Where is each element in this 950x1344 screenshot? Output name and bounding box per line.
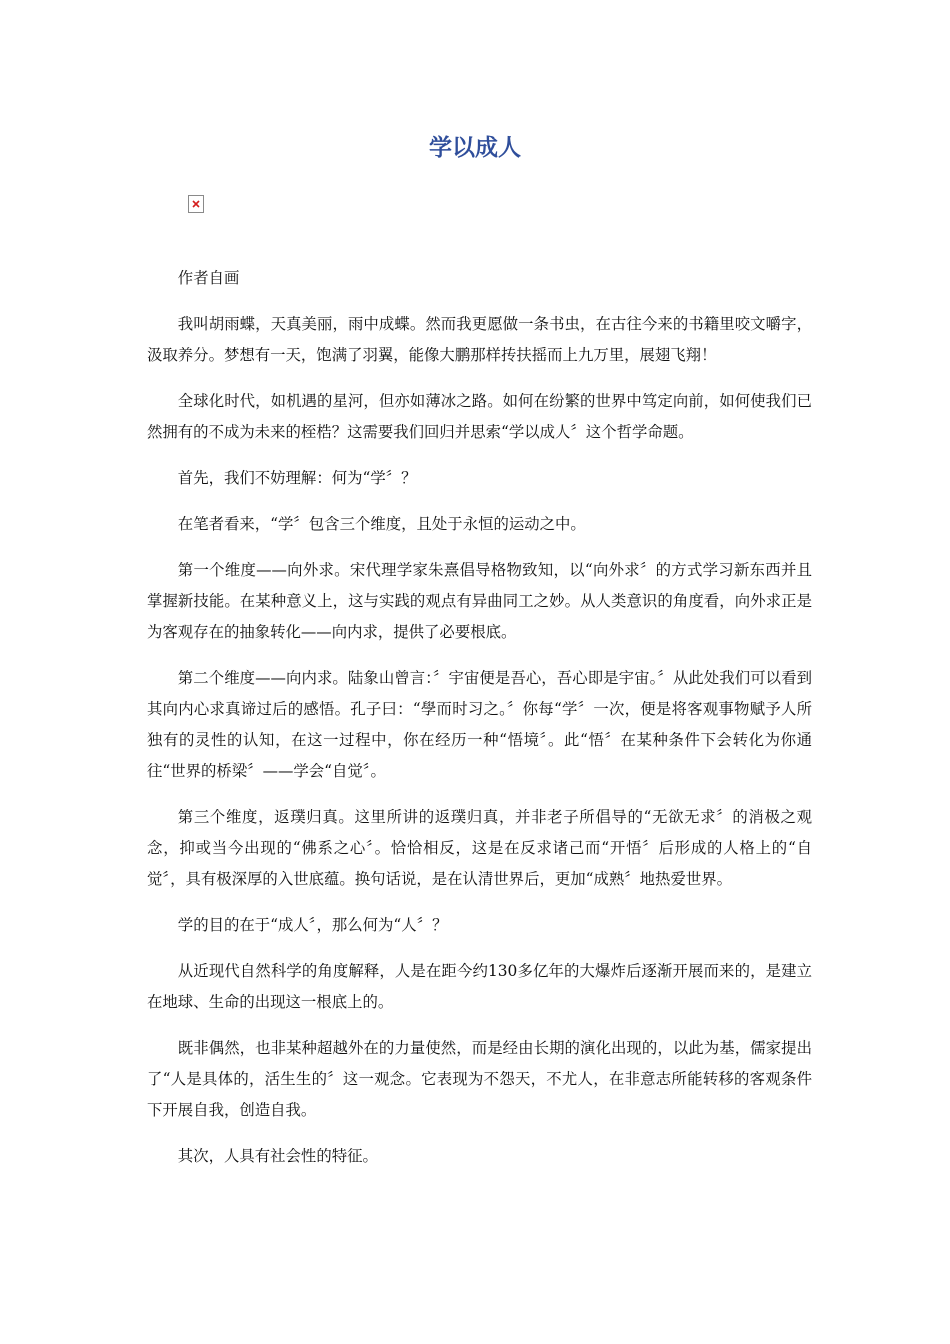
paragraph: 第二个维度——向内求。陆象山曾言：〞宇宙便是吾心，吾心即是宇宙。〞从此处我们可以看到其向内心求真谛过后的感悟。孔子曰：“學而时习之。〞你每“学〞一次，便是将客观事物赋予人所独有的灵性的认知，在这一过程中，你在经历一种“悟境〞。此“悟〞在某种条件下会转化为你通往“世界的桥梁〞——学会“自觉〞。 xyxy=(147,669,812,780)
paragraph: 第三个维度，返璞归真。这里所讲的返璞归真，并非老子所倡导的“无欲无求〞的消极之观念，抑或当今出现的“佛系之心〞。恰恰相反，这是在反求诸己而“开悟〞后形成的人格上的“自觉〞，具有极深厚的入世底蕴。换句话说，是在认清世界后，更加“成熟〞地热爱世界。 xyxy=(147,808,812,888)
paragraph: 从近现代自然科学的角度解释，人是在距今约130多亿年的大爆炸后逐渐开展而来的，是建立在地球、生命的出现这一根底上的。 xyxy=(147,962,812,1011)
paragraph: 在笔者看来，“学〞包含三个维度，且处于永恒的运动之中。 xyxy=(177,515,586,533)
paragraph: 其次，人具有社会性的特征。 xyxy=(177,1147,378,1165)
paragraph: 全球化时代，如机遇的星河，但亦如薄冰之路。如何在纷繁的世界中笃定向前，如何使我们已然拥有的不成为未来的桎梏？这需要我们回归并思索“学以成人〞这个哲学命题。 xyxy=(147,392,812,441)
paragraph: 既非偶然，也非某种超越外在的力量使然，而是经由长期的演化出现的，以此为基，儒家提出了“人是具体的，活生生的〞这一观念。它表现为不怨天，不尤人，在非意志所能转移的客观条件下开展自我，创造自我。 xyxy=(147,1039,812,1119)
paragraph: 学的目的在于“成人〞，那么何为“人〞？ xyxy=(177,916,448,934)
broken-image-icon xyxy=(188,195,204,213)
red-x-icon xyxy=(192,200,200,208)
paragraph: 第一个维度——向外求。宋代理学家朱熹倡导格物致知，以“向外求〞的方式学习新东西并且掌握新技能。在某种意义上，这与实践的观点有异曲同工之妙。从人类意识的角度看，向外求正是为客观存在的抽象转化——向内求，提供了必要根底。 xyxy=(147,561,812,641)
paragraph: 我叫胡雨蝶，天真美丽，雨中成蝶。然而我更愿做一条书虫，在古往今来的书籍里咬文嚼字，汲取养分。梦想有一天，饱满了羽翼，能像大鹏那样抟扶摇而上九万里，展翅飞翔！ xyxy=(147,315,812,364)
document-title: 学以成人 xyxy=(429,135,521,161)
document-body xyxy=(147,263,812,1187)
paragraph: 首先，我们不妨理解：何为“学〞？ xyxy=(177,469,417,487)
paragraph-author-caption: 作者自画 xyxy=(177,269,240,287)
